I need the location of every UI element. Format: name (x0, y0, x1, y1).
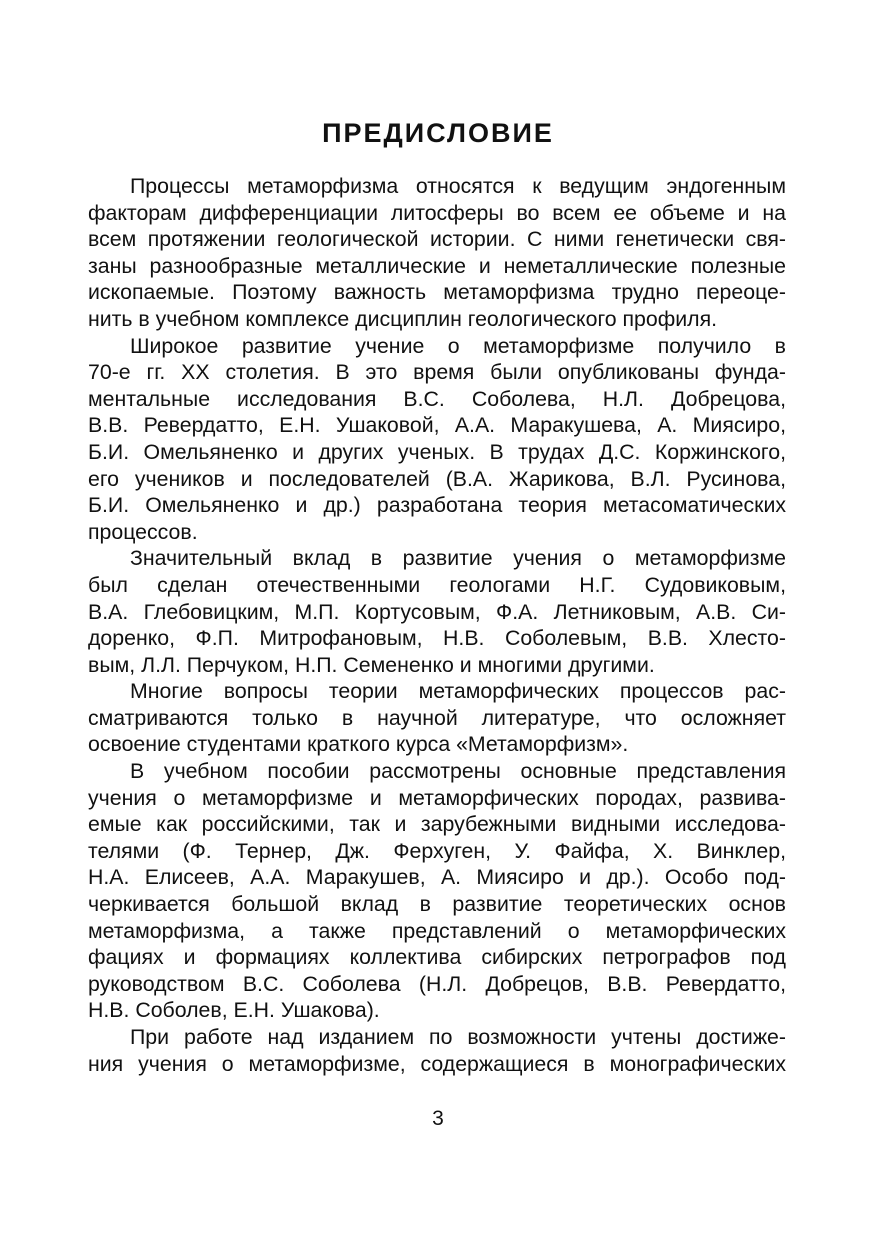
text-line: емые как российскими, так и зарубежными видными исследова- (88, 812, 786, 837)
paragraph-3 (88, 545, 786, 678)
text-line: освоение студентами краткого курса «Метаморфизм». (88, 732, 629, 757)
text-line: его учеников и последователей (В.А. Жарикова, В.Л. Русинова, (88, 466, 786, 491)
text-line: заны разнообразные металлические и неметаллические полезные (88, 253, 786, 278)
text-line: В.В. Ревердатто, Е.Н. Ушаковой, А.А. Маракушева, А. Миясиро, (88, 413, 786, 438)
paragraph-4 (88, 678, 786, 758)
paragraph-6 (88, 1024, 786, 1077)
text-line: процессов. (88, 519, 198, 544)
text-line: доренко, Ф.П. Митрофановым, Н.В. Соболевым, В.В. Хлесто- (88, 626, 786, 651)
text-line: Н.В. Соболев, Е.Н. Ушакова). (88, 998, 380, 1023)
text-line: ископаемые. Поэтому важность метаморфизма трудно переоце- (88, 280, 786, 305)
body-text (88, 173, 786, 1077)
text-line: ментальные исследования В.С. Соболева, Н.Л. Добрецова, (88, 386, 786, 411)
text-line: ния учения о метаморфизме, содержащиеся в монографических (88, 1051, 786, 1076)
text-line: фациях и формациях коллектива сибирских петрографов под (88, 945, 786, 970)
text-line: Б.И. Омельяненко и других ученых. В трудах Д.С. Коржинского, (88, 439, 786, 464)
text-line: Значительный вклад в развитие учения о метаморфизме (130, 546, 786, 571)
text-line: учения о метаморфизме и метаморфических породах, развива- (88, 785, 786, 810)
text-line: факторам дифференциации литосферы во всем ее объеме и на (88, 200, 786, 225)
text-line: черкивается большой вклад в развитие теоретических основ (88, 892, 786, 917)
text-line: вым, Л.Л. Перчуком, Н.П. Семененко и многими другими. (88, 652, 655, 677)
text-line: В.А. Глебовицким, М.П. Кортусовым, Ф.А. Летниковым, А.В. Си- (88, 599, 786, 624)
text-line: нить в учебном комплексе дисциплин геологического профиля. (88, 306, 718, 331)
text-line: Широкое развитие учение о метаморфизме получило в (130, 333, 786, 358)
paragraph-5 (88, 758, 786, 1024)
text-line: 70-е гг. XX столетия. В это время были опубликованы фунда- (88, 360, 786, 385)
text-line: В учебном пособии рассмотрены основные представления (130, 759, 786, 784)
page-title: ПРЕДИСЛОВИЕ (322, 118, 554, 148)
text-line: Б.И. Омельяненко и др.) разработана теория метасоматических (88, 493, 786, 518)
text-line: был сделан отечественными геологами Н.Г. Судовиковым, (88, 572, 786, 597)
text-line: Процессы метаморфизма относятся к ведущим эндогенным (130, 174, 786, 198)
text-line: сматриваются только в научной литературе, что осложняет (88, 705, 786, 730)
paragraph-2 (88, 333, 786, 546)
page-number: 3 (432, 1107, 444, 1130)
text-line: Многие вопросы теории метаморфических процессов рас- (130, 679, 786, 704)
paragraph-1 (88, 173, 786, 333)
text-line: метаморфизма, а также представлений о метаморфических (88, 918, 786, 943)
text-line: При работе над изданием по возможности учтены достиже- (130, 1025, 786, 1049)
text-line: всем протяжении геологической истории. С ними генетически свя- (88, 227, 786, 252)
text-line: Н.А. Елисеев, А.А. Маракушев, А. Миясиро и др.). Особо под- (88, 865, 786, 890)
text-line: телями (Ф. Тернер, Дж. Ферхуген, У. Файфа, Х. Винклер, (88, 838, 786, 863)
text-line: руководством В.С. Соболева (Н.Л. Добрецов, В.В. Ревердатто, (88, 971, 786, 996)
